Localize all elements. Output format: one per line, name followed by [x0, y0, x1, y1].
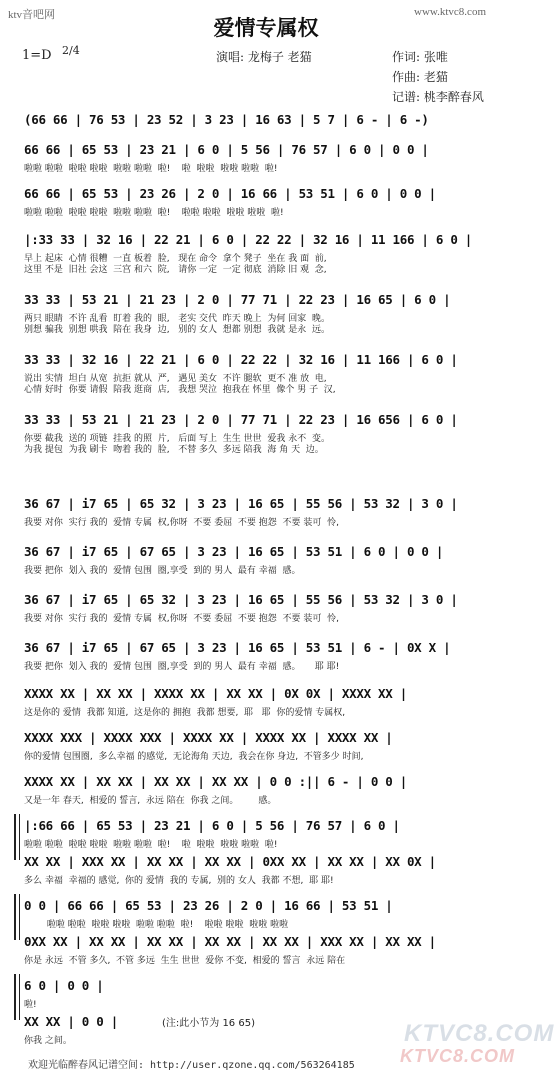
- lyric-line: 啦!: [24, 1000, 37, 1010]
- notation-line: 36 67 | i7 65 | 67 65 | 3 23 | 16 65 | 53 51 | 6 0 | 0 0 |: [24, 544, 444, 559]
- site-logo: KTVC8.COM: [404, 1020, 554, 1047]
- notation-line: XX XX | XXX XX | XX XX | XX XX | 0XX XX | XX XX | XX 0X |: [24, 854, 436, 869]
- notation-line: |:66 66 | 65 53 | 23 21 | 6 0 | 5 56 | 76 57 | 6 0 |: [24, 818, 400, 833]
- lyric-line: 我要 把你 划入 我的 爱情 包围 圈,享受 到的 男人 最有 幸福 感。: [24, 566, 301, 576]
- notation-line: 0XX XX | XX XX | XX XX | XX XX | XX XX | XXX XX | XX XX |: [24, 934, 436, 949]
- footnote: (注:此小节为 16 65): [162, 1018, 255, 1029]
- notation-line: |:33 33 | 32 16 | 22 21 | 6 0 | 22 22 | 32 16 | 11 166 | 6 0 |: [24, 232, 472, 247]
- notation-line: 33 33 | 53 21 | 21 23 | 2 0 | 77 71 | 22 23 | 16 656 | 6 0 |: [24, 412, 458, 427]
- lyric-line: 早上 起床 心情 很糟 一直 板着 脸, 现在 命令 拿个 凳子 坐在 我 面 前,: [24, 254, 327, 264]
- lyric-line: 说出 实情 坦白 从宽 抗拒 就从 严, 遇见 美女 不许 腿软 更不 准 放 电,: [24, 374, 327, 384]
- notation-line: XXXX XX | XX XX | XXXX XX | XX XX | 0X 0X | XXXX XX |: [24, 686, 407, 701]
- notation-line: 36 67 | i7 65 | 65 32 | 3 23 | 16 65 | 55 56 | 53 32 | 3 0 |: [24, 496, 458, 511]
- lyric-line: 你要 截我 送的 项链 挂我 的照 片, 后面 写上 生生 世世 爱我 永不 变。: [24, 434, 330, 444]
- lyric-line: 多么 幸福 幸福的 感觉, 你的 爱情 我的 专属, 别的 女人 我都 不想, 耶 耶!: [24, 876, 334, 886]
- singers: 演唱: 龙梅子 老猫: [216, 50, 312, 64]
- song-title: 爱情专属权: [213, 15, 319, 40]
- notation-line: 66 66 | 65 53 | 23 21 | 6 0 | 5 56 | 76 57 | 6 0 | 0 0 |: [24, 142, 429, 157]
- key-signature: 1=D: [22, 48, 52, 63]
- repeat-brace: [14, 814, 20, 860]
- lyric-line: 我要 对你 实行 我的 爱情 专属 权,你呀 不要 委屈 不要 抱怨 不要 装可 怜,: [24, 614, 339, 624]
- notation-line: 33 33 | 32 16 | 22 21 | 6 0 | 22 22 | 32 16 | 11 166 | 6 0 |: [24, 352, 458, 367]
- repeat-brace: [14, 974, 20, 1020]
- lyric-line: 啦啦 啦啦 啦啦 啦啦 啦啦 啦啦 啦! 啦啦 啦啦 啦啦 啦啦 啦!: [24, 208, 284, 218]
- notation-line: 36 67 | i7 65 | 65 32 | 3 23 | 16 65 | 55 56 | 53 32 | 3 0 |: [24, 592, 458, 607]
- lyric-line: 你是 永远 不管 多久, 不管 多远 生生 世世 爱你 不变, 相爱的 誓言 永远 陪在: [24, 956, 346, 966]
- notation-line: 36 67 | i7 65 | 67 65 | 3 23 | 16 65 | 53 51 | 6 - | 0X X |: [24, 640, 451, 655]
- lyric-line: 我要 把你 划入 我的 爱情 包围 圈,享受 到的 男人 最有 幸福 感。 耶 耶!: [24, 662, 340, 672]
- site-watermark-right: www.ktvc8.com: [414, 6, 486, 18]
- footer-credit: 欢迎光临醉春风记谱空间: http://user.qzone.qq.com/563264185: [28, 1060, 355, 1071]
- notation-line: XXXX XXX | XXXX XXX | XXXX XX | XXXX XX | XXXX XX |: [24, 730, 393, 745]
- lyric-line: 啦啦 啦啦 啦啦 啦啦 啦啦 啦啦 啦! 啦 啦啦 啦啦 啦啦 啦!: [24, 840, 278, 850]
- lyric-line-2: 别想 骗我 别想 哄我 陪在 我身 边, 别的 女人 想都 别想 我就 是永 远。: [24, 325, 330, 335]
- lyric-line: 你我 之间。: [24, 1036, 72, 1046]
- lyricist: 作词: 张唯: [392, 50, 448, 64]
- notation-line: 66 66 | 65 53 | 23 26 | 2 0 | 16 66 | 53 51 | 6 0 | 0 0 |: [24, 186, 436, 201]
- notation-line: XX XX | 0 0 |: [24, 1014, 118, 1029]
- notation-line: 33 33 | 53 21 | 21 23 | 2 0 | 77 71 | 22 23 | 16 65 | 6 0 |: [24, 292, 451, 307]
- lyric-line: 你的爱情 包围圈, 多么幸福 的感觉, 无论海角 天边, 我会在你 身边, 不管多少 时间,: [24, 752, 364, 762]
- lyric-line-2: 心情 好时 你要 请假 陪我 逛商 店, 我想 哭泣 抱我在 怀里 像个 男 子 汉,: [24, 385, 336, 395]
- site-logo-shadow: KTVC8.COM: [400, 1046, 516, 1066]
- transcriber: 记谱: 桃李醉春风: [392, 90, 484, 104]
- notation-line: 0 0 | 66 66 | 65 53 | 23 26 | 2 0 | 16 66 | 53 51 |: [24, 898, 393, 913]
- lyric-line: 两只 眼睛 不许 乱看 盯着 我的 眼, 老实 交代 昨天 晚上 为何 回家 晚。: [24, 314, 330, 324]
- lyric-line: 这是你的 爱情 我都 知道, 这是你的 拥抱 我都 想要, 耶 耶 你的爱情 专属权,: [24, 708, 346, 718]
- composer: 作曲: 老猫: [392, 70, 448, 84]
- lyric-line: 啦啦 啦啦 啦啦 啦啦 啦啦 啦啦 啦! 啦 啦啦 啦啦 啦啦 啦!: [24, 164, 278, 174]
- site-watermark-left: ktv音吧网: [8, 9, 56, 21]
- lyric-line: 啦啦 啦啦 啦啦 啦啦 啦啦 啦啦 啦! 啦啦 啦啦 啦啦 啦啦: [24, 920, 289, 930]
- notation-line: 6 0 | 0 0 |: [24, 978, 104, 993]
- lyric-line-2: 为我 提包 为我 刷卡 吻着 我的 脸, 不替 多久 多远 陪我 海 角 天 边。: [24, 445, 324, 455]
- time-signature: 2/4: [62, 44, 80, 57]
- lyric-line-2: 这里 不是 旧社 会这 三宫 和六 院, 请你 一定 一定 彻底 消除 旧 观 念,: [24, 265, 327, 275]
- notation-line: (66 66 | 76 53 | 23 52 | 3 23 | 16 63 | 5 7 | 6 - | 6 -): [24, 112, 429, 127]
- lyric-line: 又是一年 春天, 相爱的 誓言, 永远 陪在 你我 之间。 感。: [24, 796, 277, 806]
- notation-line: XXXX XX | XX XX | XX XX | XX XX | 0 0 :|| 6 - | 0 0 |: [24, 774, 407, 789]
- repeat-brace: [14, 894, 20, 940]
- lyric-line: 我要 对你 实行 我的 爱情 专属 权,你呀 不要 委屈 不要 抱怨 不要 装可 怜,: [24, 518, 339, 528]
